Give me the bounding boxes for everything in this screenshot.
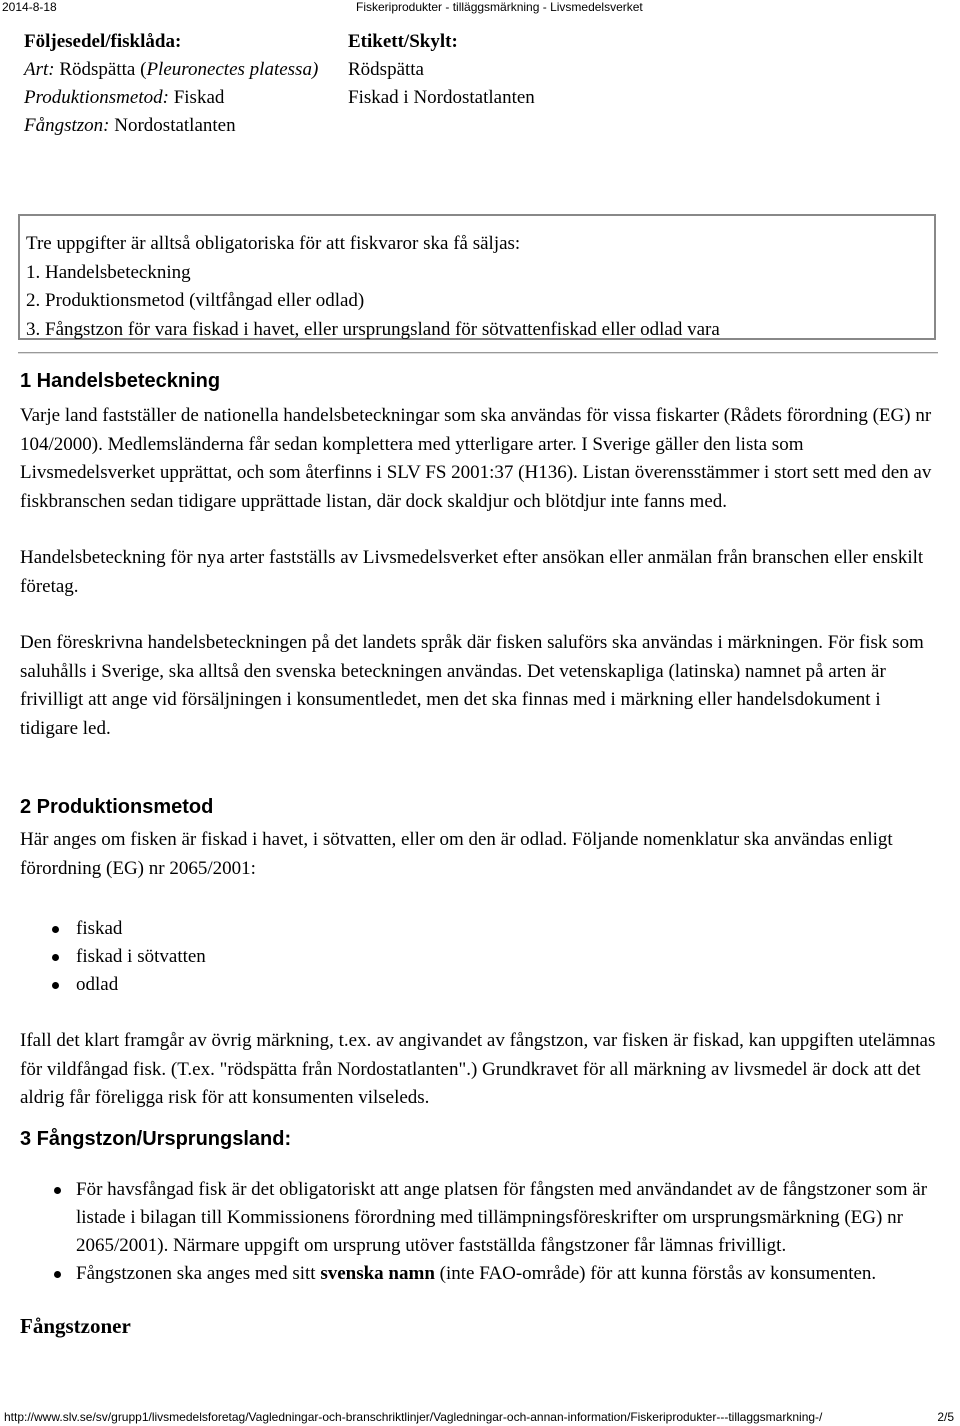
emphasis-text: svenska namn (320, 1263, 435, 1284)
section-1-paragraph-1: Varje land fastställer de nationella handelsbeteckningar som ska användas för vissa fiskarter (Rådets förordning (EG) nr 104/2000). Medlemsländerna får sedan komplettera med ytterligare arter. I Sverige gäller den lista som Livsmedelsverket upprättat, och som återfinns i SLV FS 2001:37 (H136). Listan överensstämmer i stort sett med den av fiskbranschen sedan tidigare upprättade listan, där dock skaldjur och blötdjur inte fanns med. (20, 405, 932, 512)
species-line (24, 56, 324, 84)
label-line-1: Rödspätta (348, 59, 424, 80)
list-item-text: För havsfångad fisk är det obligatoriskt att ange platsen för fångsten med användandet av de fångstzoner som är listade i bilagan till Kommissionens förordning med tillämpningsföreskrifter om ursprungsmärkning (EG) nr 2065/2001). Närmare uppgift om ursprung utöver fastställda fångstzoner får lämnas frivilligt. (76, 1179, 928, 1256)
list-item (20, 1260, 940, 1288)
requirements-box (18, 214, 936, 340)
label-line-2: Fiskad i Nordostatlanten (348, 87, 535, 108)
page-number: 2/5 (937, 1410, 954, 1424)
zone-line (24, 112, 324, 140)
list-item-text-end: (inte FAO-område) för att kunna förstås av konsumenten. (434, 1263, 877, 1284)
section-2-paragraph-2: Ifall det klart framgår av övrig märkning, t.ex. av angivandet av fångstzon, var fisken är fiskad, kan uppgiften utelämnas för vildfångad fisk. (T.ex. "rödspätta från Nordostatlanten".) Grundkravet för all märkning av livsmedel är dock att det aldrig får föreligga risk för att konsumenten vilseleds. (20, 1030, 936, 1108)
section-1-paragraph-3: Den föreskrivna handelsbeteckningen på det landets språk där fisken saluförs ska användas i märkningen. För fisk som saluhålls i Sverige, ska alltså den svenska beteckningen användas. Det vetenskapliga (latinska) namnet på arten är frivilligt att ange vid försäljningen i konsumentledet, men det ska finnas med i märkning eller handelsdokument i tidigare led. (20, 632, 924, 739)
bullet-icon (54, 1187, 61, 1194)
section-1-paragraph-2: Handelsbeteckning för nya arter fastställs av Livsmedelsverket efter ansökan eller anmälan från branschen eller enskilt företag. (20, 547, 924, 597)
list-item-text: fiskad (76, 918, 123, 939)
production-value: Fiskad (173, 87, 225, 108)
bullet-icon (52, 954, 59, 961)
bullet-icon (52, 926, 59, 933)
fangstzon-list (20, 1176, 940, 1288)
consignment-title: Följesedel/fisklåda: (24, 31, 182, 52)
section-handelsbeteckning (20, 368, 940, 743)
list-item (20, 915, 940, 943)
print-date: 2014-8-18 (2, 0, 57, 14)
requirement-2: 2. Produktionsmetod (viltfångad eller odlad) (26, 290, 365, 311)
page-title: Fiskeriprodukter - tilläggsmärkning - Livsmedelsverket (356, 0, 643, 14)
list-item-text: fiskad i sötvatten (76, 946, 206, 967)
species-label: Art: (24, 59, 55, 80)
requirement-3: 3. Fångstzon för vara fiskad i havet, eller ursprungsland för sötvattenfiskad eller odlad vara (26, 318, 720, 340)
list-item-text: Fångstzonen ska anges med sitt (76, 1263, 321, 1284)
page-footer (0, 1410, 960, 1426)
consignment-column (24, 28, 324, 140)
section-2-heading: 2 Produktionsmetod (20, 796, 214, 818)
source-url: http://www.slv.se/sv/grupp1/livsmedelsforetag/Vagledningar-och-branschriktlinjer/Vagledningar-och-annan-information/Fiskeriprodukter---tillaggsmarkning-/ (4, 1410, 823, 1424)
section-3-heading: 3 Fångstzon/Ursprungsland: (20, 1128, 292, 1150)
production-label: Produktionsmetod: (24, 87, 169, 108)
bullet-icon (54, 1271, 61, 1278)
section-2-paragraph-1: Här anges om fisken är fiskad i havet, i sötvatten, eller om den är odlad. Följande nomenklatur ska användas enligt förordning (EG) nr 2065/2001: (20, 829, 893, 879)
section-1-heading: 1 Handelsbeteckning (20, 370, 221, 392)
list-item (20, 1176, 940, 1260)
label-title: Etikett/Skylt: (348, 31, 458, 52)
list-item (20, 943, 940, 971)
section-produktionsmetod (20, 794, 940, 1113)
requirements-intro: Tre uppgifter är alltså obligatoriska för att fiskvaror ska få säljas: (26, 233, 521, 254)
page-header (0, 0, 960, 14)
zone-label: Fångstzon: (24, 115, 110, 136)
species-value: Rödspätta ( (59, 59, 147, 80)
requirement-1: 1. Handelsbeteckning (26, 261, 191, 283)
zone-value: Nordostatlanten (114, 115, 236, 136)
production-line (24, 84, 324, 112)
bullet-icon (52, 982, 59, 989)
fangstzoner-subheading: Fångstzoner (20, 1314, 131, 1338)
label-column (348, 28, 848, 112)
list-item-text: odlad (76, 974, 119, 995)
list-item (20, 971, 940, 999)
divider (18, 352, 938, 354)
production-methods-list (20, 915, 940, 999)
species-latin: Pleuronectes platessa) (146, 59, 319, 80)
section-fangstzon (20, 1126, 940, 1339)
